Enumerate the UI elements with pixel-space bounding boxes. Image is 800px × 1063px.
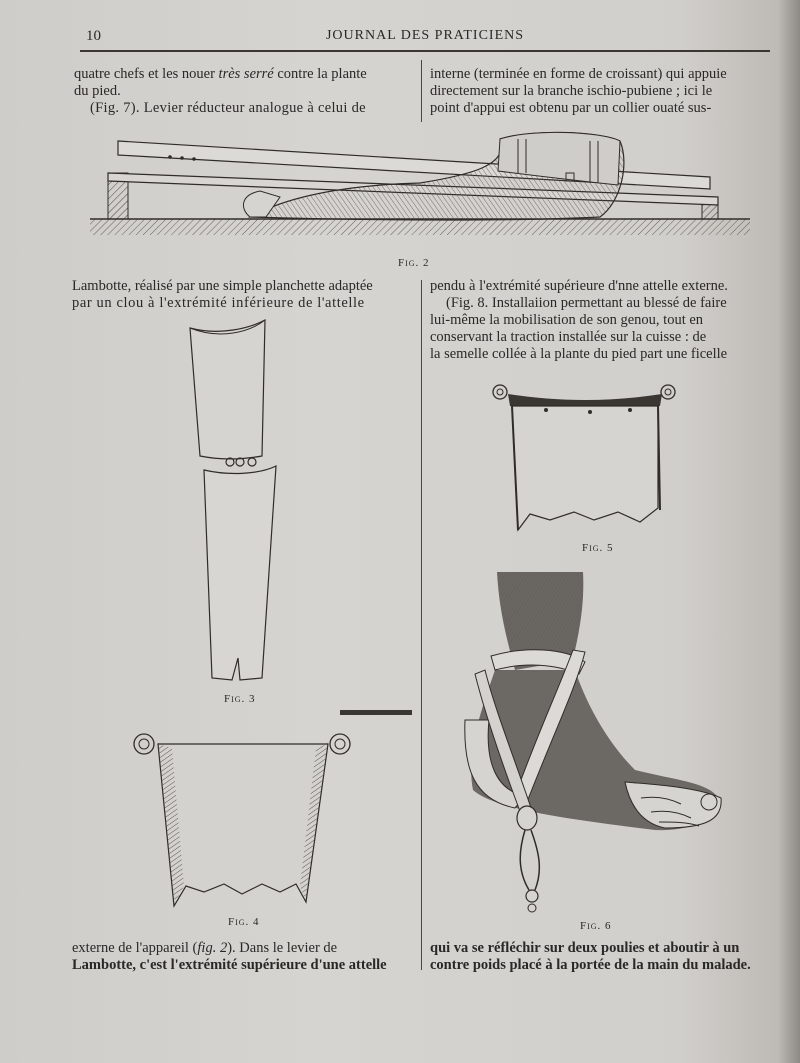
text-segment: externe de l'appareil (: [72, 940, 198, 956]
page-number: 10: [86, 28, 101, 44]
caption-fig-4: Fig. 4: [228, 916, 260, 928]
figure-4-illustration: [128, 726, 358, 911]
italic-text: fig. 2: [197, 940, 228, 956]
italic-text: très serré: [218, 66, 274, 82]
figure-3-illustration: [180, 318, 290, 690]
caption-fig-5: Fig. 5: [582, 542, 614, 554]
text-line: par un clou à l'extrémité inférieure de l'attelle: [72, 295, 365, 311]
text-top-left: [74, 66, 414, 117]
figure-2-illustration: [90, 125, 760, 250]
text-line: [74, 66, 414, 83]
scratch-mark: [340, 710, 412, 715]
column-divider-main: [421, 280, 422, 970]
page-edge-shadow: [778, 0, 800, 1063]
caption-fig-2: Fig. 2: [398, 257, 430, 269]
figure-5-illustration: [490, 380, 680, 535]
text-line: (Fig. 7). Levier réducteur analogue à celui de: [90, 100, 366, 116]
text-line: lui-même la mobilisation de son genou, tout en: [430, 312, 704, 328]
text-line: directement sur la branche ischio-pubiene ; ici le: [430, 83, 713, 99]
caption-fig-3: Fig. 3: [224, 693, 256, 705]
text-line: conservant la traction installée sur la cuisse : de: [430, 329, 707, 345]
text-mid-right: [430, 278, 775, 363]
text-segment: contre la plante: [273, 66, 367, 82]
text-bottom-right: [430, 940, 775, 974]
text-line: contre poids placé à la portée de la main du malade.: [430, 957, 751, 973]
column-divider-top: [421, 60, 422, 122]
text-line: [72, 940, 417, 957]
text-line: Lambotte, réalisé par une simple planchette adaptée: [72, 278, 373, 294]
caption-fig-6: Fig. 6: [580, 920, 612, 932]
page-header: [80, 28, 770, 50]
text-segment: quatre chefs et les nouer: [74, 66, 219, 82]
text-bottom-left: [72, 940, 417, 974]
text-segment: ). Dans le levier de: [227, 940, 338, 956]
text-top-right: [430, 66, 775, 117]
text-line: pendu à l'extrémité supérieure d'nne attelle externe.: [430, 278, 728, 294]
text-mid-left: [72, 278, 417, 312]
header-rule: [80, 50, 770, 52]
text-line: qui va se réfléchir sur deux poulies et aboutir à un: [430, 940, 740, 956]
text-line: la semelle collée à la plante du pied part une ficelle: [430, 346, 728, 362]
text-line: point d'appui est obtenu par un collier ouaté sus-: [430, 100, 712, 116]
text-line: du pied.: [74, 83, 121, 99]
figure-6-illustration: [455, 570, 755, 915]
text-line: interne (terminée en forme de croissant) qui appuie: [430, 66, 727, 82]
journal-title: JOURNAL DES PRATICIENS: [325, 28, 525, 43]
text-line: Lambotte, c'est l'extrémité supérieure d'une attelle: [72, 957, 387, 973]
text-line: (Fig. 8. Installaiion permettant au blessé de faire: [446, 295, 727, 311]
